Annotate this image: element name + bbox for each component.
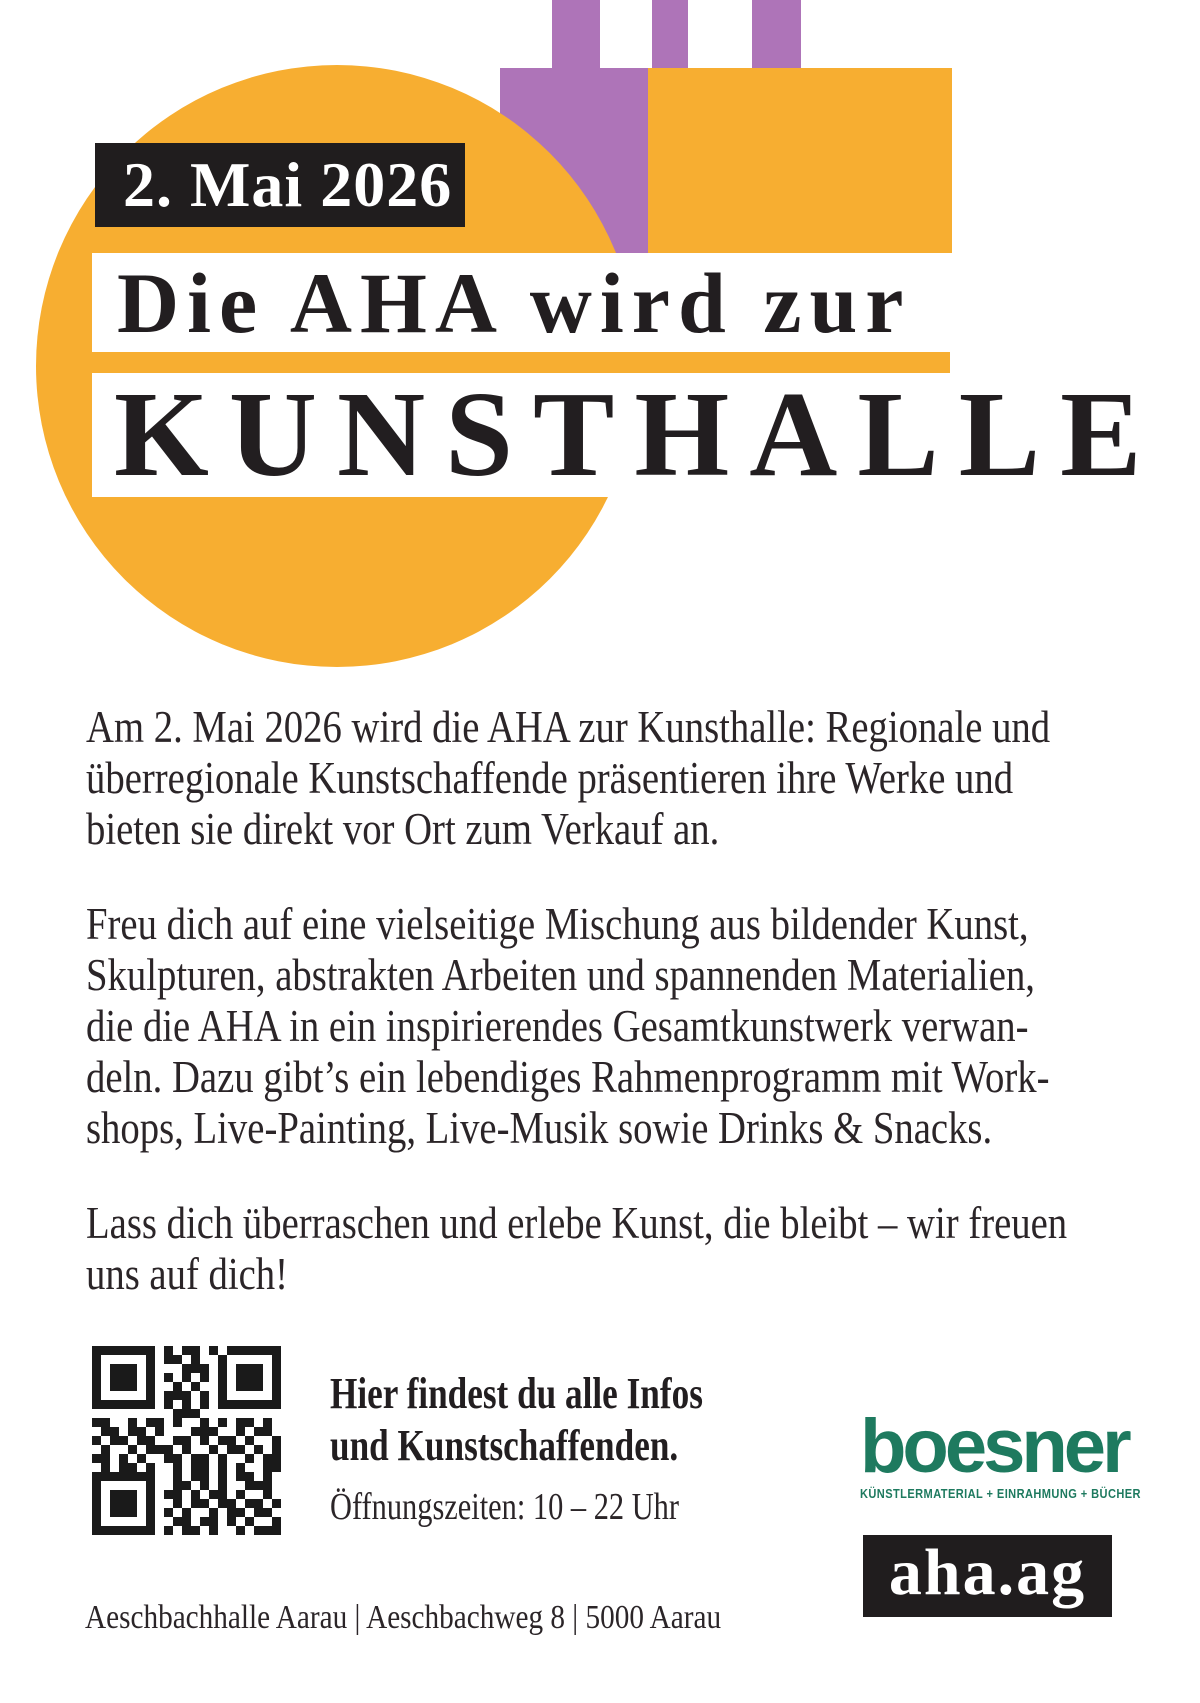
body-line: deln. Dazu gibt’s ein lebendiges Rahmenprogramm mit Work- [86, 1052, 1050, 1102]
body-line: die die AHA in ein inspirierendes Gesamtkunstwerk verwan- [86, 1001, 1029, 1051]
date-badge-label: 2. Mai 2026 [123, 149, 453, 220]
paragraph-2 [86, 899, 1200, 1154]
boesner-tagline: KÜNSTLERMATERIAL + EINRAHMUNG + BÜCHER [860, 1486, 1141, 1501]
body-line: bieten sie direkt vor Ort zum Verkauf an. [86, 804, 720, 854]
headline-main: KUNSTHALLE [114, 367, 1162, 502]
paragraph-3 [86, 1198, 1200, 1300]
footer-address: Aeschbachhalle Aarau | Aeschbachweg 8 | 5000 Aarau [85, 1599, 722, 1636]
orange-rectangle [648, 68, 952, 258]
headline-band-top [92, 253, 952, 352]
body-line: Lass dich überraschen und erlebe Kunst, die bleibt – wir freuen [86, 1198, 1068, 1248]
qr-code [92, 1346, 281, 1535]
sponsor-logo [860, 1404, 1141, 1502]
body-line: Am 2. Mai 2026 wird die AHA zur Kunsthalle: Regionale und [86, 702, 1051, 752]
info-heading-line1: Hier findest du alle Infos [330, 1369, 703, 1418]
headline-top: Die AHA wird zur [117, 254, 912, 351]
info-heading-line2: und Kunstschaffenden. [330, 1421, 679, 1470]
boesner-wordmark: boesner [860, 1404, 1128, 1489]
body-line: Skulpturen, abstrakten Arbeiten und spannenden Materialien, [86, 950, 1035, 1000]
body-line: shops, Live-Painting, Live-Musik sowie Drinks & Snacks. [86, 1103, 993, 1153]
body-line: uns auf dich! [86, 1249, 289, 1299]
body-text [86, 702, 1200, 1344]
body-line: Freu dich auf eine vielseitige Mischung aus bildender Kunst, [86, 899, 1029, 949]
headline-band-main [92, 367, 1162, 502]
body-line: überregionale Kunstschaffende präsentieren ihre Werke und [86, 753, 1014, 803]
website-label: aha.ag [888, 1536, 1087, 1609]
opening-hours: Öffnungszeiten: 10 – 22 Uhr [330, 1486, 679, 1528]
info-block [330, 1368, 796, 1530]
date-badge [95, 143, 465, 227]
paragraph-1 [86, 702, 1200, 855]
website-box [863, 1535, 1112, 1617]
